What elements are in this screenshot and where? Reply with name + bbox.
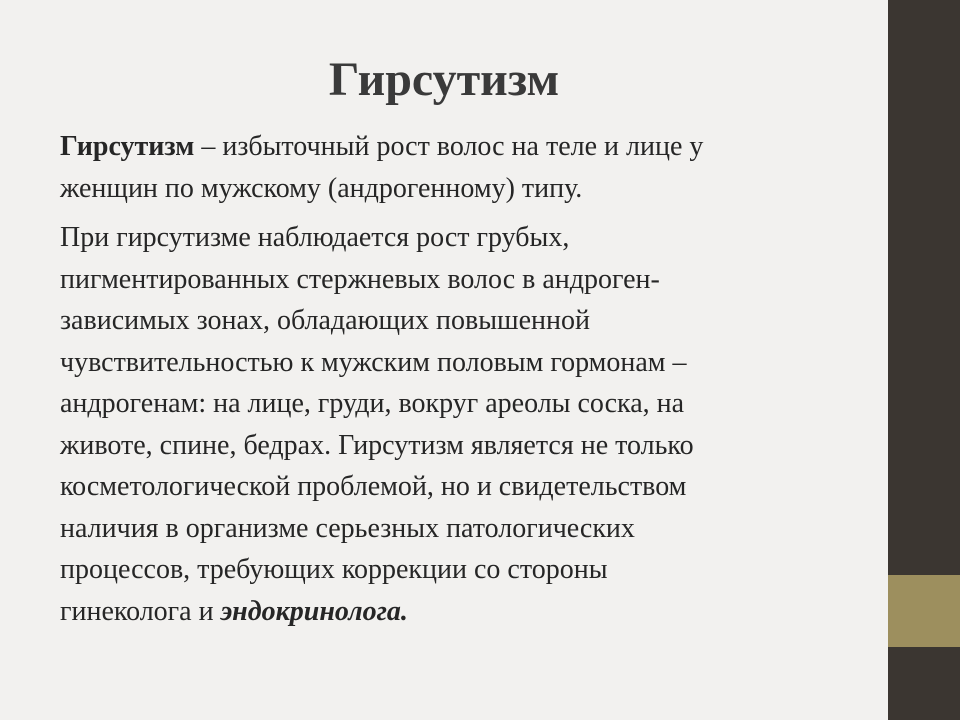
description-line: андрогенам: на лице, груди, вокруг ареолы соска, на [60, 388, 685, 419]
definition-line-2: женщин по мужскому (андрогенному) типу. [60, 172, 583, 204]
description-line: зависимых зонах, обладающих повышенной [60, 305, 590, 336]
description-line: наличия в организме серьезных патологических [60, 512, 635, 544]
description-line: животе, спине, бедрах. Гирсутизм является не только [60, 429, 694, 461]
accent-band [888, 575, 960, 647]
slide-body [60, 126, 850, 632]
description-line: процессов, требующих коррекции со стороны [60, 554, 608, 585]
description-line: чувствительностью к мужским половым гормонам – [60, 346, 687, 378]
slide-title: Гирсутизм [328, 53, 560, 106]
description-line: косметологической проблемой, но и свидетельством [60, 471, 687, 502]
paragraph-description [60, 217, 850, 632]
description-line: пигментированных стержневых волос в андроген- [60, 263, 660, 295]
definition-line-1: – избыточный рост волос на теле и лице у [194, 131, 704, 162]
description-line: При гирсутизме наблюдается рост грубых, [60, 222, 570, 253]
term-bold: Гирсутизм [60, 131, 195, 162]
description-last-line-prefix: гинеколога и [60, 595, 221, 627]
emphasis-endocrinologist: эндокринолога. [220, 595, 408, 627]
paragraph-definition [60, 126, 850, 209]
